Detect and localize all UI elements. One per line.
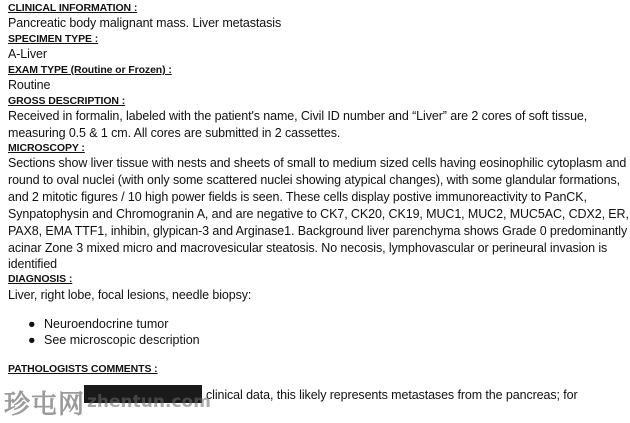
exam-type-text: Routine: [8, 78, 51, 92]
specimen-type-text: A-Liver: [8, 47, 47, 61]
diagnosis-heading: DIAGNOSIS :: [8, 273, 73, 285]
comments-text: clinical data, this likely represents metastases from the pancreas; for: [206, 388, 578, 402]
microscopy-line: round to oval nuclei (with only some scattered nuclei showing atypical changes), with some glandular formations,: [8, 173, 621, 187]
watermark: [4, 384, 211, 420]
gross-description-heading: GROSS DESCRIPTION :: [8, 95, 126, 107]
clinical-info-text: Pancreatic body malignant mass. Liver metastasis: [8, 16, 282, 30]
microscopy-heading: MICROSCOPY :: [8, 142, 85, 154]
bullet-text: Neuroendocrine tumor: [44, 317, 169, 331]
gross-line: Received in formalin, labeled with the patient's name, Civil ID number and “Liver” are 2 cores of soft tissue,: [8, 109, 588, 123]
microscopy-line: acinar Zone 3 mixed micro and macrovesicular steatosis. No necosis, lymphovascular or perineural invasion is: [8, 241, 608, 255]
specimen-type-heading: SPECIMEN TYPE :: [8, 33, 99, 45]
exam-type-heading: EXAM TYPE (Routine or Frozen) :: [8, 64, 172, 76]
diagnosis-bullet: [28, 317, 168, 331]
bullet-text: See microscopic description: [44, 333, 200, 347]
microscopy-line: and 2 mitotic figures / 10 high power fields is seen. These cells display postive immunoreactivity to PanCK,: [8, 190, 587, 204]
bullet-icon: ●: [28, 317, 36, 331]
microscopy-line: Synpatophysin and Chromogranin A, and are negative to CK7, CK20, CK19, MUC1, MUC2, MUC5AC, CDX2, ER,: [8, 207, 629, 221]
pathologists-comments-heading: PATHOLOGISTS COMMENTS :: [8, 363, 158, 375]
watermark-url: zhentun.com: [87, 392, 211, 412]
microscopy-line: identified: [8, 257, 58, 271]
clinical-info-heading: CLINICAL INFORMATION :: [8, 2, 138, 14]
diagnosis-text: Liver, right lobe, focal lesions, needle biopsy:: [8, 288, 252, 302]
watermark-cn: 珍屯网: [4, 389, 86, 420]
gross-line: measuring 0.5 & 1 cm. All cores are submitted in 2 cassettes.: [8, 126, 341, 140]
microscopy-line: Sections show liver tissue with nests and sheets of small to medium sized cells having eosinophilic cytoplasm and: [8, 156, 627, 170]
bullet-icon: ●: [28, 333, 36, 347]
microscopy-line: PAX8, EMA TTF1, inhibin, glypican-3 and Arginase1. Background liver parenchyma shows Grade 0 predominantly: [8, 224, 628, 238]
diagnosis-bullet: [28, 333, 200, 347]
